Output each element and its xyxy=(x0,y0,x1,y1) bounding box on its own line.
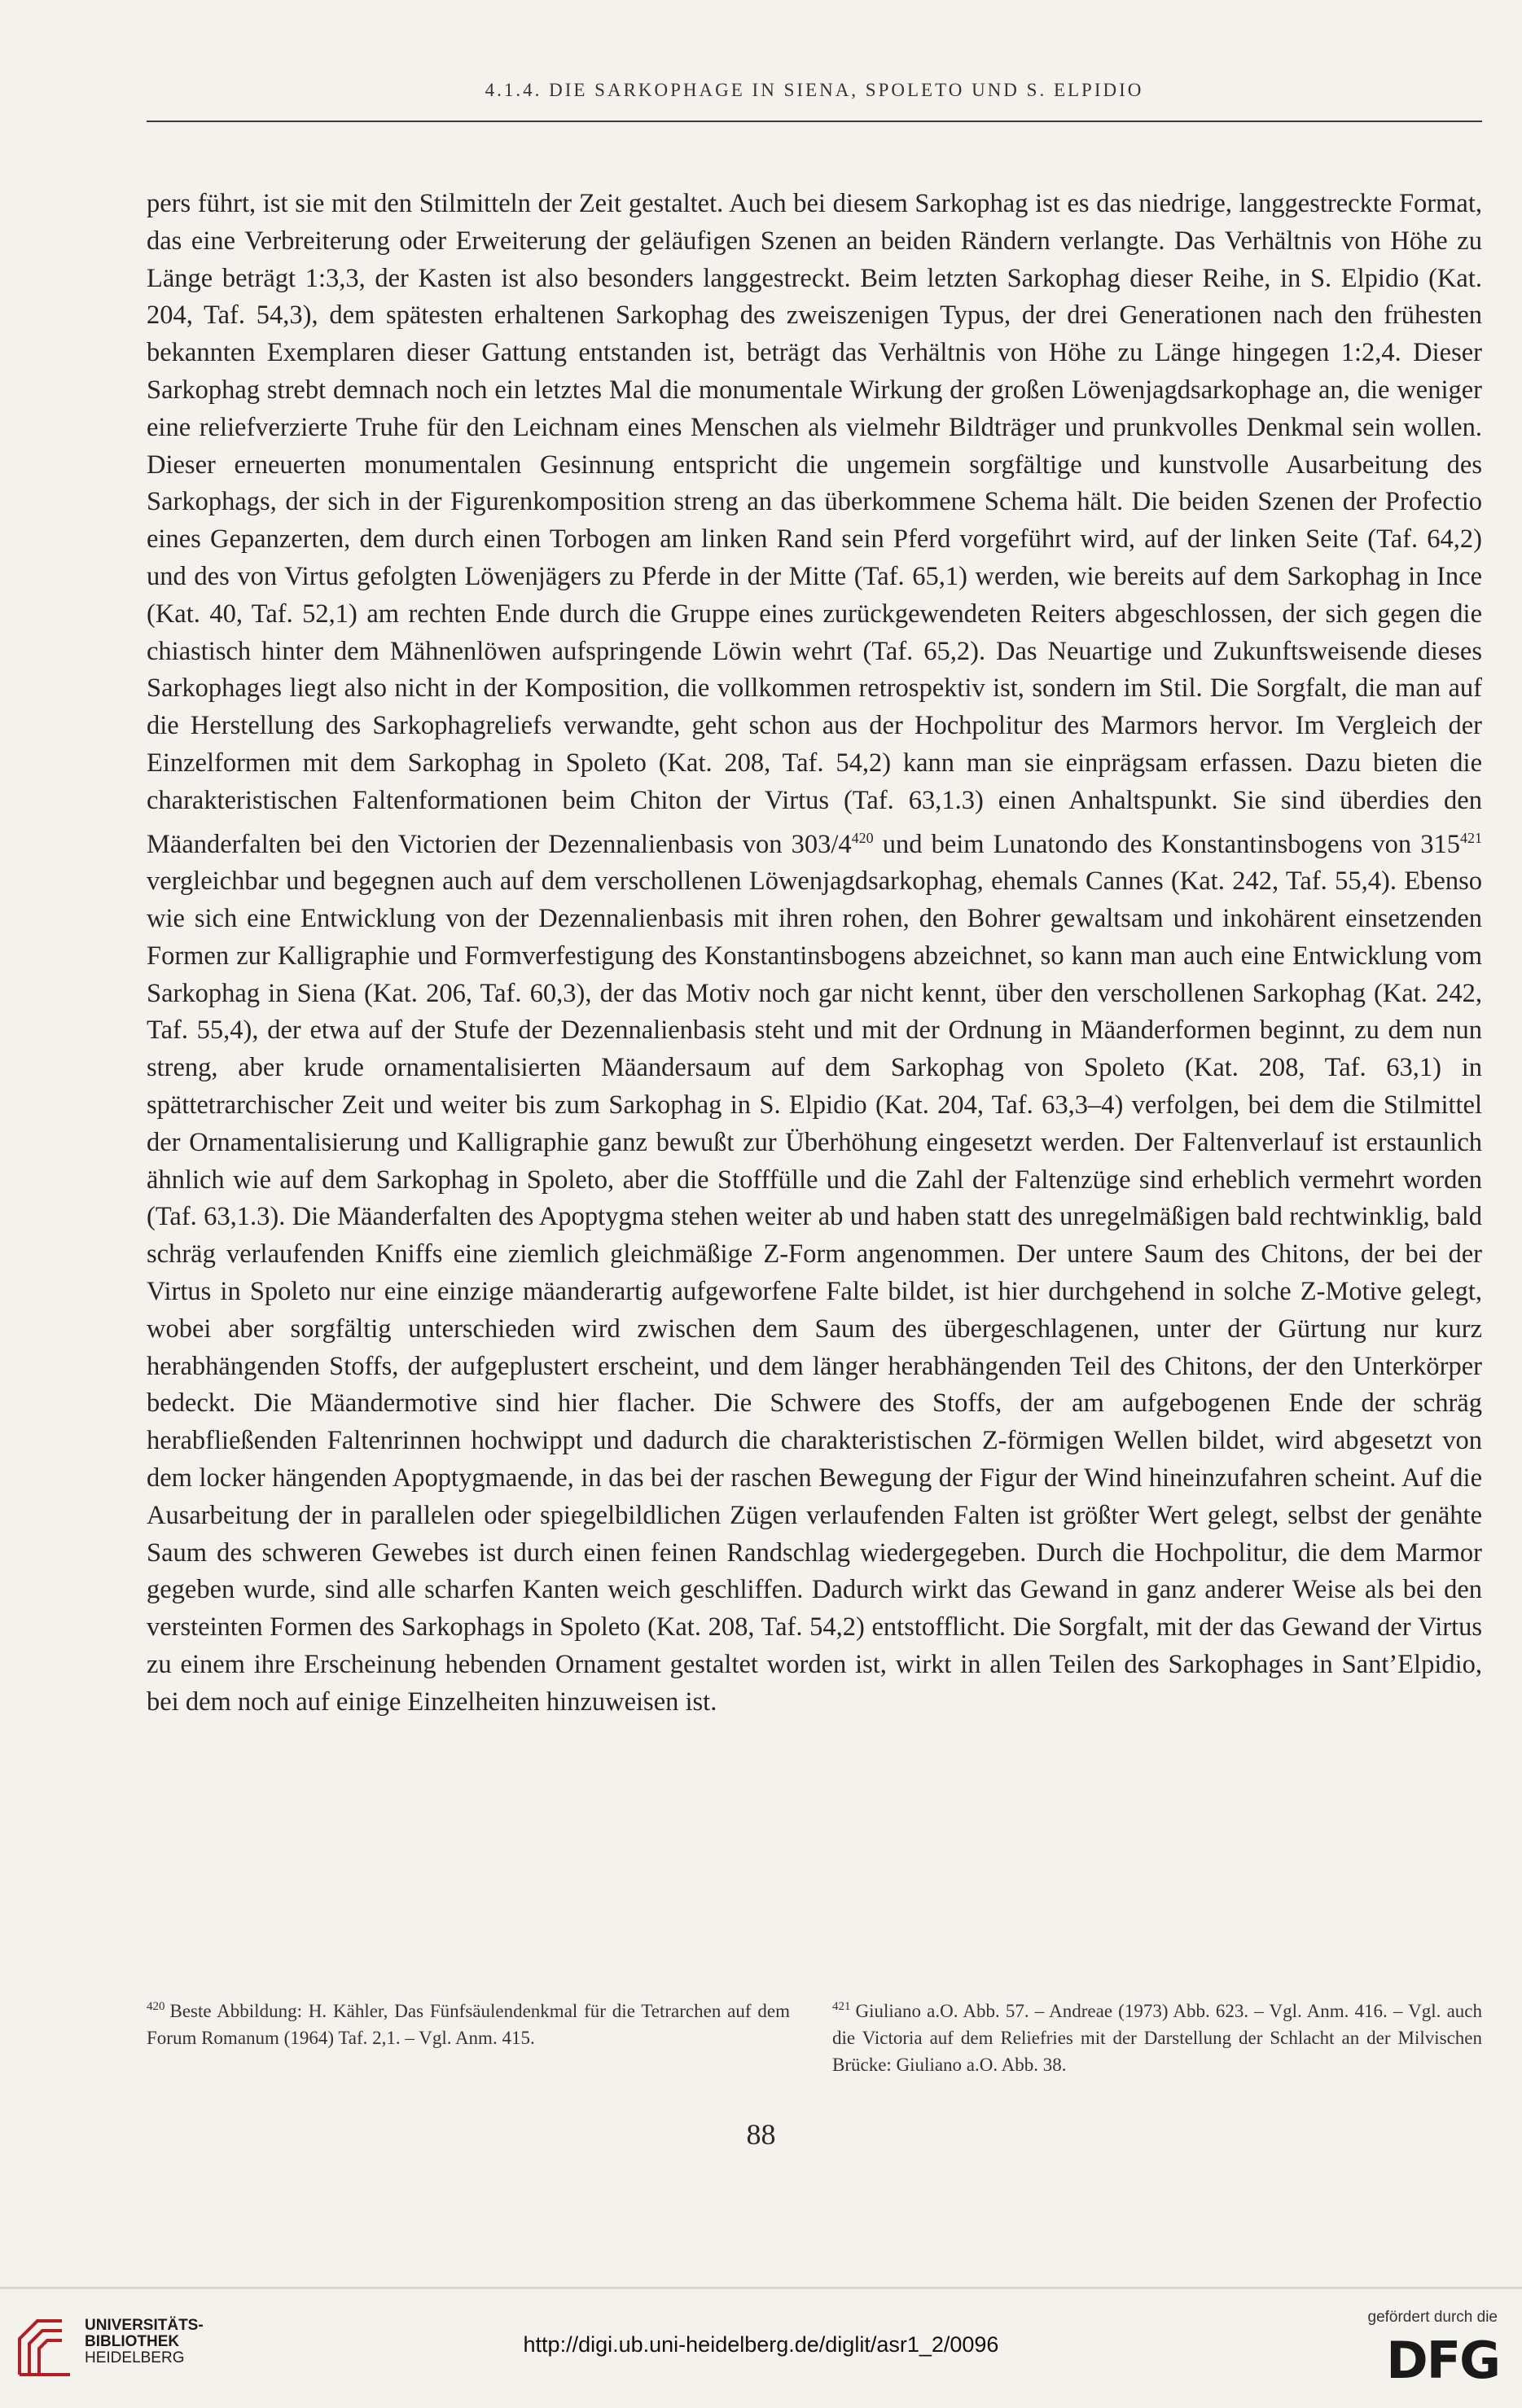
body-paragraph-part-2: und beim Lunatondo des Konstantinsbogens von 315 xyxy=(873,829,1461,859)
funder-label: gefördert durch die xyxy=(1367,2309,1498,2326)
footnote-420 xyxy=(147,1998,790,2051)
library-name-line-3: HEIDELBERG xyxy=(85,2349,185,2366)
dfg-logo: DFG xyxy=(1386,2331,1499,2390)
footnote-number: 421 xyxy=(832,2000,851,2014)
body-text xyxy=(147,186,1482,1722)
library-name-line-2: BIBLIOTHEK xyxy=(85,2333,180,2350)
footnote-ref-420[interactable]: 420 xyxy=(851,829,874,846)
library-name-line-1: UNIVERSITÄTS- xyxy=(85,2317,204,2334)
footnote-ref-421[interactable]: 421 xyxy=(1460,829,1483,846)
header-rule xyxy=(147,121,1482,122)
page-number: 88 xyxy=(746,2118,776,2151)
running-title: 4.1.4. DIE SARKOPHAGE IN SIENA, SPOLETO UND S. ELPIDIO xyxy=(485,80,1144,100)
footnote-text: Giuliano a.O. Abb. 57. – Andreae (1973) Abb. 623. – Vgl. Anm. 416. – Vgl. auch die Victoria auf dem Reliefries mit der Darstellung der Schlacht an der Milvischen Brücke: Giuliano a.O. Abb. 38. xyxy=(832,2001,1482,2075)
footnote-421 xyxy=(832,1998,1482,2078)
footnote-text: Beste Abbildung: H. Kähler, Das Fünfsäulendenkmal für die Tetrarchen auf dem Forum Romanum (1964) Taf. 2,1. – Vgl. Anm. 415. xyxy=(147,2001,790,2048)
body-paragraph xyxy=(147,186,1482,1722)
footer-divider xyxy=(0,2287,1522,2289)
body-paragraph-part-1: pers führt, ist sie mit den Stilmitteln der Zeit gestaltet. Auch bei diesem Sarkophag ist es das niedrige, langgestreckte Format, das eine Verbreiterung oder Erweiterung der geläufigen Szenen an beiden Rändern verlangte. Das Verhältnis von Höhe zu Länge beträgt 1:3,3, der Kasten ist also besonders langgestreckt. Beim letzten Sarkophag dieser Reihe, in S. Elpidio (Kat. 204, Taf. 54,3), dem spätesten erhaltenen Sarkophag des zweiszenigen Typus, der drei Generationen nach den frühesten bekannten Exemplaren dieser Gattung entstanden ist, beträgt das Verhältnis von Höhe zu Länge hingegen 1:2,4. Dieser Sarkophag strebt demnach noch ein letztes Mal die monumentale Wirkung der großen Löwenjagdsarkophage an, die weniger eine reliefverzierte Truhe für den Leichnam eines Menschen als vielmehr Bildträger und prunkvolles Denkmal sein wollen. Dieser erneuerten monumentalen Gesinnung entspricht die ungemein sorgfältige und kunstvolle Ausarbeitung des Sarkophags, der sich in der Figurenkomposition streng an das überkommene Schema hält. Die beiden Szenen der Profectio eines Gepanzerten, dem durch einen Torbogen am linken Rand sein Pferd vorgeführt wird, auf der linken Seite (Taf. 64,2) und des von Virtus gefolgten Löwenjägers zu Pferde in der Mitte (Taf. 65,1) werden, wie bereits auf dem Sarkophag in Ince (Kat. 40, Taf. 52,1) am rechten Ende durch die Gruppe eines zurückgewendeten Reiters abgeschlossen, der sich gegen die chiastisch hinter dem Mähnenlöwen aufspringende Löwin wehrt (Taf. 65,2). Das Neuartige und Zukunftsweisende dieses Sarkophages liegt also nicht in der Komposition, die vollkommen retrospektiv ist, sondern im Stil. Die Sorgfalt, die man auf die Herstellung des Sarkophagreliefs verwandte, geht schon aus der Hochpolitur des Marmors hervor. Im Vergleich der Einzelformen mit dem Sarkophag in Spoleto (Kat. 208, Taf. 54,2) kann man sie einprägsam erfassen. Dazu bieten die charakteristischen Faltenformationen beim Chiton der Virtus (Taf. 63,1.3) einen Anhaltspunkt. Sie sind überdies den Mäanderfalten bei den Victorien der Dezennalienbasis von 303/4 xyxy=(147,189,1482,859)
source-url-link[interactable]: http://digi.ub.uni-heidelberg.de/diglit/asr1_2/0096 xyxy=(523,2332,999,2357)
body-paragraph-part-3: vergleichbar und begegnen auch auf dem verschollenen Löwenjagdsarkophag, ehemals Cannes (Kat. 242, Taf. 55,4). Ebenso wie sich eine Entwicklung von der Dezennalienbasis mit ihren rohen, den Bohrer gewaltsam und inkohärent einsetzenden Formen zur Kalligraphie und Formverfestigung des Konstantinsbogens abzeichnet, so kann man auch eine Entwicklung vom Sarkophag in Siena (Kat. 206, Taf. 60,3), der das Motiv noch gar nicht kennt, über den verschollenen Sarkophag (Kat. 242, Taf. 55,4), der etwa auf der Stufe der Dezennalienbasis steht und mit der Ordnung in Mäanderformen beginnt, zu dem nun streng, aber krude ornamentalisierten Mäandersaum auf dem Sarkophag von Spoleto (Kat. 208, Taf. 63,1) in spättetrarchischer Zeit und weiter bis zum Sarkophag in S. Elpidio (Kat. 204, Taf. 63,3–4) verfolgen, bei dem die Stilmittel der Ornamentalisierung und Kalligraphie ganz bewußt zur Überhöhung eingesetzt werden. Der Faltenverlauf ist erstaunlich ähnlich wie auf dem Sarkophag in Spoleto, aber die Stofffülle und die Zahl der Faltenzüge sind erheblich vermehrt worden (Taf. 63,1.3). Die Mäanderfalten des Apoptygma stehen weiter ab und haben statt des unregelmäßigen bald rechtwinklig, bald schräg verlaufenden Kniffs eine ziemlich gleichmäßige Z-Form angenommen. Der untere Saum des Chitons, der bei der Virtus in Spoleto nur eine einzige mäanderartig aufgeworfene Falte bildet, ist hier durchgehend in solche Z-Motive gelegt, wobei aber sorgfältig unterschieden wird zwischen dem Saum des übergeschlagenen, unter der Gürtung nur kurz herabhängenden Stoffs, der aufgeplustert erscheint, und dem länger herabhängenden Teil des Chitons, der den Unterkörper bedeckt. Die Mäandermotive sind hier flacher. Die Schwere des Stoffs, der am aufgebogenen Ende der schräg herabfließenden Faltenrinnen hochwippt und dadurch die charakteristischen Z-förmigen Wellen bildet, wird abgesetzt von dem locker hängenden Apoptygmaende, in das bei der raschen Bewegung der Figur der Wind hineinzufahren scheint. Auf die Ausarbeitung der in parallelen oder spiegelbildlichen Zügen verlaufenden Falten ist größter Wert gelegt, selbst der genähte Saum des schweren Gewebes ist durch einen feinen Randschlag wiedergegeben. Durch die Hochpolitur, die dem Marmor gegeben wurde, sind alle scharfen Kanten weich geschliffen. Dadurch wirkt das Gewand in ganz anderer Weise als bei den versteinten Formen des Sarkophags in Spoleto (Kat. 208, Taf. 54,2) entstofflicht. Die Sorgfalt, mit der das Gewand der Virtus zu einem ihre Erscheinung hebenden Ornament gestaltet worden ist, wirkt in allen Teilen des Sarkophages in Sant’Elpidio, bei dem noch auf einige Einzelheiten hinzuweisen ist. xyxy=(147,866,1482,1717)
footnote-number: 420 xyxy=(147,2000,165,2014)
